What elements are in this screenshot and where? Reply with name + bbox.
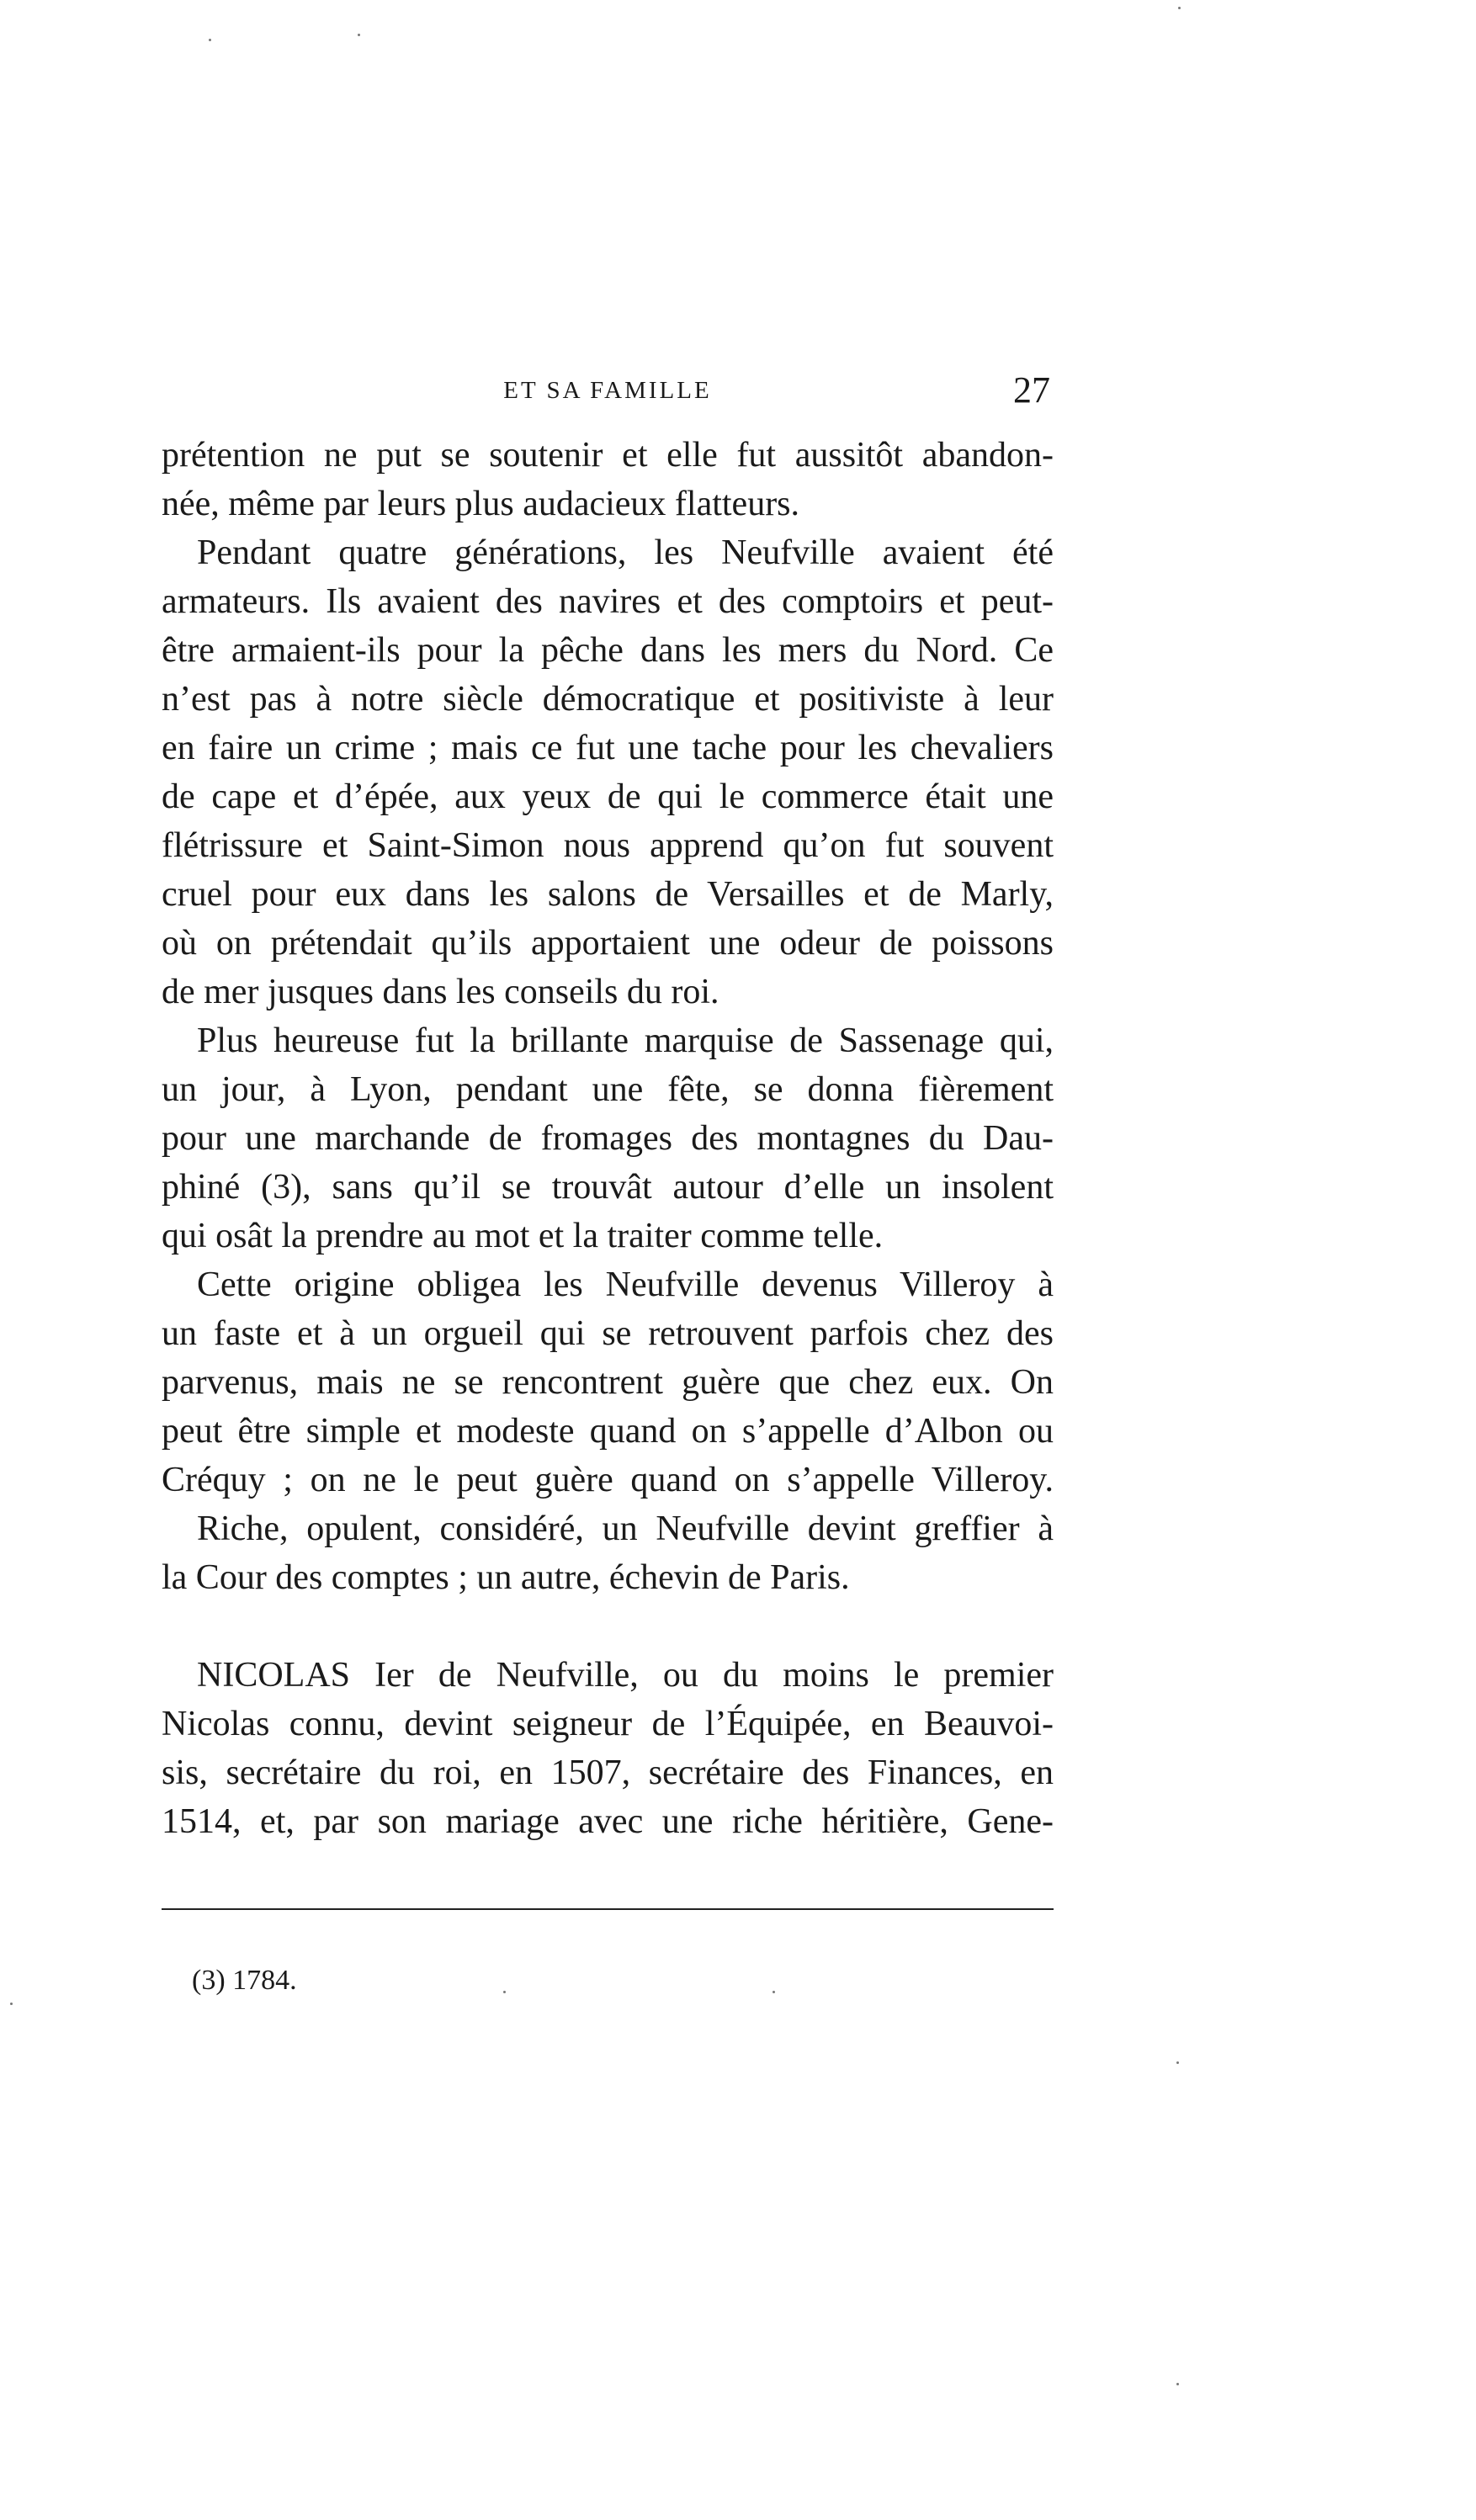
text-line: flétrissure et Saint-Simon nous apprend qu’on fut souvent <box>162 826 1054 865</box>
paper-speck <box>773 1991 775 1993</box>
text-line: un faste et à un orgueil qui se retrouvent parfois chez des <box>162 1314 1054 1353</box>
text-line: en faire un crime ; mais ce fut une tache pour les chevaliers <box>162 729 1054 767</box>
text-line: qui osât la prendre au mot et la traiter comme telle. <box>162 1217 884 1255</box>
paper-speck <box>1176 2061 1179 2064</box>
footnote-rule <box>162 1908 1054 1910</box>
page-number: 27 <box>1013 369 1050 411</box>
text-line: Nicolas connu, devint seigneur de l’Équipée, en Beauvoi- <box>162 1705 1054 1743</box>
paper-speck <box>503 1991 506 1993</box>
text-line: 1514, et, par son mariage avec une riche héritière, Gene- <box>162 1802 1054 1841</box>
text-line: n’est pas à notre siècle démocratique et positiviste à leur <box>162 680 1054 719</box>
text-line: Pendant quatre générations, les Neufville avaient été <box>197 533 1054 572</box>
text-line: NICOLAS Ier de Neufville, ou du moins le premier <box>197 1656 1054 1695</box>
text-line: Créquy ; on ne le peut guère quand on s’appelle Villeroy. <box>162 1461 1054 1499</box>
footnote: (3) 1784. <box>192 1965 297 1996</box>
text-line: pour une marchande de fromages des montagnes du Dau- <box>162 1119 1054 1158</box>
text-line: de mer jusques dans les conseils du roi. <box>162 973 719 1011</box>
text-line: peut être simple et modeste quand on s’appelle d’Albon ou <box>162 1412 1054 1451</box>
paper-speck <box>1176 2383 1179 2385</box>
text-line: parvenus, mais ne se rencontrent guère que chez eux. On <box>162 1363 1054 1402</box>
text-line: être armaient-ils pour la pêche dans les mers du Nord. Ce <box>162 631 1054 670</box>
text-line: armateurs. Ils avaient des navires et des comptoirs et peut- <box>162 582 1054 621</box>
text-line: Riche, opulent, considéré, un Neufville devint greffier à <box>197 1509 1054 1548</box>
paper-speck <box>209 39 211 41</box>
text-line: cruel pour eux dans les salons de Versailles et de Marly, <box>162 875 1054 914</box>
page-header <box>162 369 1054 412</box>
text-line: née, même par leurs plus audacieux flatteurs. <box>162 485 800 523</box>
section-gap <box>162 1602 1054 1651</box>
text-line: la Cour des comptes ; un autre, échevin de Paris. <box>162 1558 850 1597</box>
text-line: sis, secrétaire du roi, en 1507, secrétaire des Finances, en <box>162 1753 1054 1792</box>
paper-speck <box>10 2003 13 2005</box>
text-line: Cette origine obligea les Neufville devenus Villeroy à <box>197 1265 1054 1304</box>
text-line: un jour, à Lyon, pendant une fête, se donna fièrement <box>162 1070 1054 1109</box>
running-head: ET SA FAMILLE <box>503 377 712 404</box>
text-line: prétention ne put se soutenir et elle fut aussitôt abandon- <box>162 436 1054 475</box>
text-line: phiné (3), sans qu’il se trouvât autour d’elle un insolent <box>162 1168 1054 1207</box>
paper-speck <box>1178 7 1181 9</box>
paper-speck <box>358 34 360 36</box>
text-line: de cape et d’épée, aux yeux de qui le commerce était une <box>162 777 1054 816</box>
body-text <box>162 431 1054 1846</box>
text-line: où on prétendait qu’ils apportaient une odeur de poissons <box>162 924 1054 963</box>
text-line: Plus heureuse fut la brillante marquise de Sassenage qui, <box>197 1021 1054 1060</box>
